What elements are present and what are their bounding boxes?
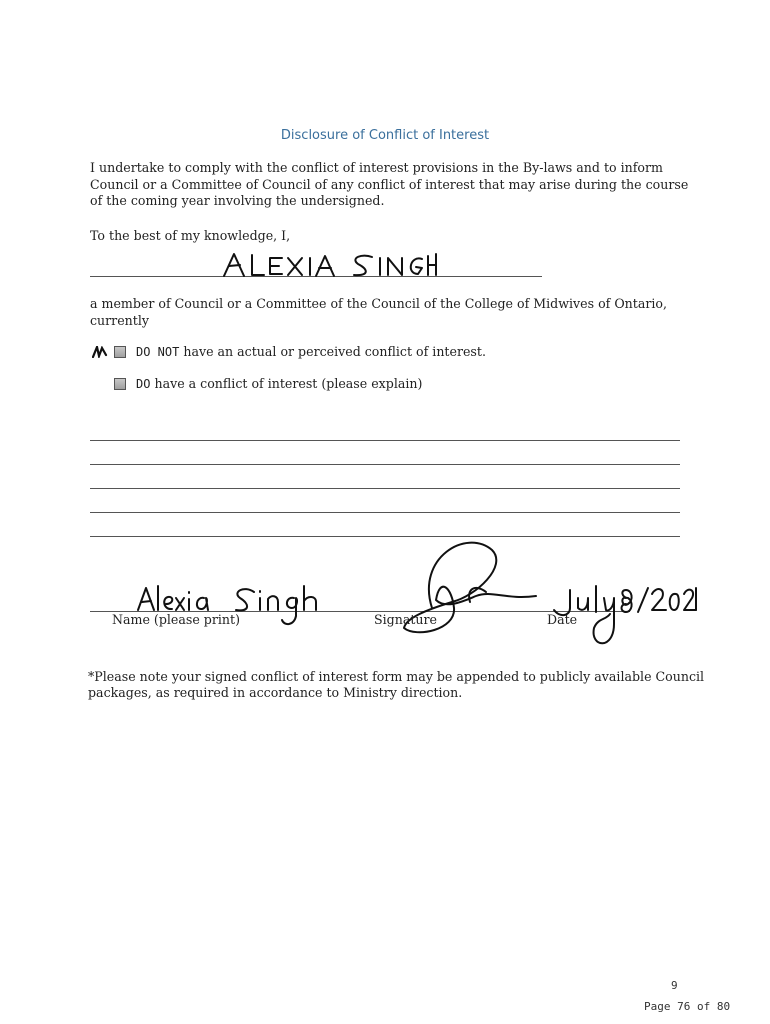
signature-label: Signature bbox=[374, 612, 437, 627]
date-label: Date bbox=[547, 612, 578, 627]
explain-line[interactable] bbox=[90, 512, 680, 513]
option-do-text: have a conflict of interest (please explain) bbox=[150, 376, 423, 391]
disclosure-note: *Please note your signed conflict of interest form may be appended to publicly available Council packages, as required in accordance to Ministry direction. bbox=[88, 669, 705, 700]
checkbox-do-not[interactable] bbox=[114, 346, 126, 358]
page-number: 9 bbox=[671, 979, 678, 992]
option-do bbox=[136, 376, 422, 391]
handwritten-name bbox=[222, 250, 437, 280]
option-do-not-text: have an actual or perceived conflict of interest. bbox=[179, 344, 486, 359]
member-statement: a member of Council or a Committee of the Council of the College of Midwives of Ontario, currently bbox=[90, 296, 667, 328]
name-label: Name (please print) bbox=[112, 612, 241, 627]
best-knowledge-text: To the best of my knowledge, I, bbox=[90, 228, 291, 243]
option-do-not bbox=[136, 344, 486, 359]
initials-mark bbox=[92, 346, 108, 358]
explain-line[interactable] bbox=[90, 536, 680, 537]
explain-line[interactable] bbox=[90, 488, 680, 489]
form-title: Disclosure of Conflict of Interest bbox=[280, 128, 490, 143]
checkbox-do[interactable] bbox=[114, 378, 126, 390]
intro-paragraph: I undertake to comply with the conflict of interest provisions in the By-laws and to inform Council or a Committee of Council of any conflict of interest that may arise during the course of the coming year involving the undersigned. bbox=[90, 160, 689, 208]
option-do-strong: DO bbox=[136, 377, 151, 391]
explain-line[interactable] bbox=[90, 440, 680, 441]
page-counter: Page 76 of 80 bbox=[644, 1000, 731, 1013]
option-do-not-strong: DO NOT bbox=[136, 345, 180, 359]
explain-line[interactable] bbox=[90, 464, 680, 465]
